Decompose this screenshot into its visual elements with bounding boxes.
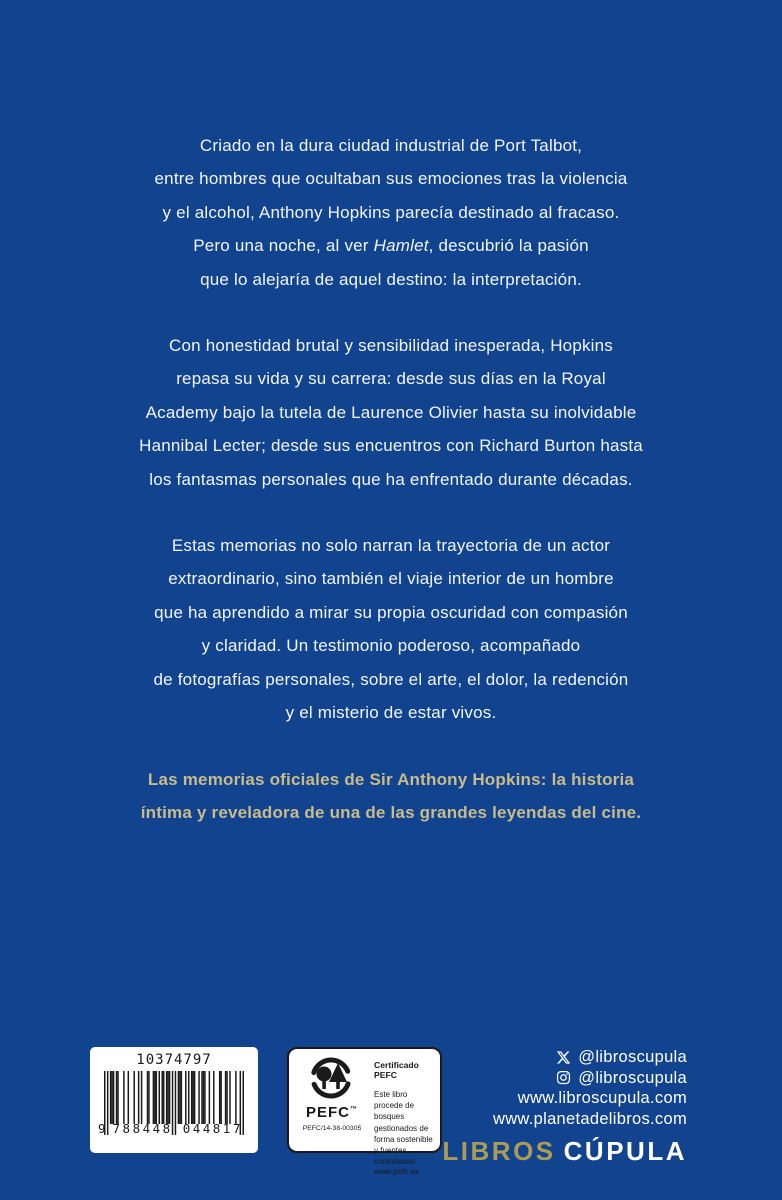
synopsis-line: de fotografías personales, sobre el arte, el dolor, la redención [153, 669, 629, 689]
synopsis-line: que lo alejaría de aquel destino: la interpretación. [200, 269, 582, 289]
barcode-top-number: 10374797 [136, 1052, 212, 1068]
publisher-logo-libros: LIBROS [442, 1136, 556, 1166]
pefc-url: www.pefc.es [374, 1167, 419, 1177]
social-x-line [556, 1047, 687, 1068]
publisher-logo [442, 1136, 687, 1167]
synopsis-line: Con honestidad brutal y sensibilidad inesperada, Hopkins [168, 336, 614, 356]
synopsis-line: Hannibal Lecter; desde sus encuentros con Richard Burton hasta [139, 436, 643, 456]
synopsis-line: Las memorias oficiales de Sir Anthony Hopkins: la historia [147, 769, 635, 789]
synopsis-paragraph [91, 529, 691, 729]
synopsis-highlight-paragraph [91, 763, 691, 830]
synopsis-line: Academy bajo la tutela de Laurence Olivier hasta su inolvidable [145, 402, 637, 422]
pefc-cert-title: Certificado PEFC [374, 1060, 419, 1080]
synopsis-line: Estas memorias no solo narran la trayectoria de un actor [171, 536, 611, 556]
synopsis [91, 129, 691, 862]
pefc-text-column [368, 1056, 433, 1177]
pefc-card [287, 1047, 442, 1177]
instagram-icon [556, 1070, 571, 1085]
pefc-logo-column [296, 1056, 368, 1145]
pefc-logo-text: PEFC™ [305, 1104, 358, 1121]
x-handle: @libroscupula [578, 1048, 687, 1066]
synopsis-line: los fantasmas personales que ha enfrentado durante décadas. [149, 469, 633, 489]
synopsis-line: extraordinario, sino también el viaje interior de un hombre [168, 569, 614, 589]
pefc-cert-body: Este libro procede de bosques gestionados de forma sostenible y fuentes controladas [374, 1090, 433, 1167]
synopsis-line: y el misterio de estar vivos. [285, 703, 497, 723]
website-planetadelibros: www.planetadelibros.com [493, 1109, 687, 1128]
synopsis-paragraph [91, 329, 691, 496]
synopsis-line: repasa su vida y su carrera: desde sus días en la Royal [176, 369, 606, 389]
synopsis-line: íntima y reveladora de una de las grandes leyendas del cine. [140, 802, 642, 822]
synopsis-line: entre hombres que ocultaban sus emociones tras la violencia [154, 169, 628, 189]
social-block [442, 1047, 687, 1166]
pefc-trademark: ™ [350, 1106, 358, 1113]
instagram-handle: @libroscupula [578, 1068, 687, 1087]
pefc-license-code: PEFC/14-38-00305 [302, 1125, 362, 1132]
pefc-trees-icon [306, 1056, 358, 1102]
synopsis-line: y el alcohol, Anthony Hopkins parecía destinado al fracaso. [162, 202, 620, 222]
footer [0, 1047, 782, 1177]
barcode-card [90, 1047, 258, 1153]
website-libroscupula: www.libroscupula.com [517, 1089, 687, 1107]
x-icon [556, 1050, 571, 1065]
synopsis-line: y claridad. Un testimonio poderoso, acompañado [201, 636, 581, 656]
synopsis-paragraph [91, 129, 691, 296]
publisher-logo-cupula: CÚPULA [563, 1136, 687, 1166]
social-instagram-line [556, 1068, 687, 1089]
synopsis-line: que ha aprendido a mirar su propia oscuridad con compasión [154, 602, 628, 622]
barcode-isbn-digits: 9 788448 044817 [98, 1121, 243, 1136]
synopsis-line: Criado en la dura ciudad industrial de Port Talbot, [199, 136, 583, 155]
synopsis-line: Pero una noche, al ver Hamlet, descubrió la pasión [193, 236, 589, 256]
